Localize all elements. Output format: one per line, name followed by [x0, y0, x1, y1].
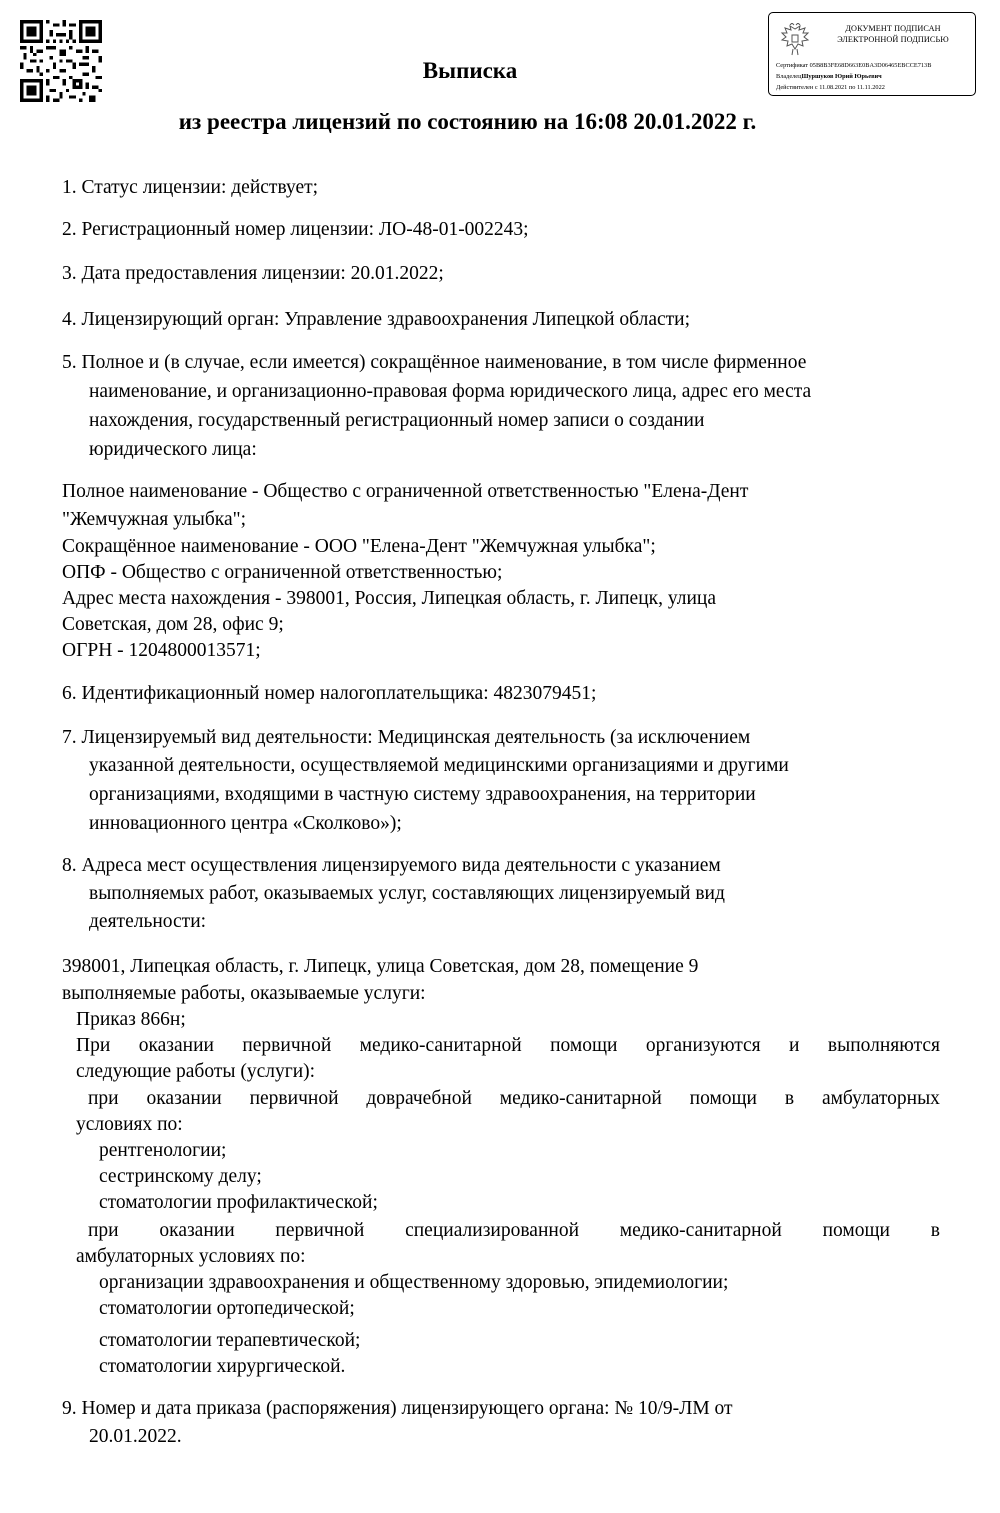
word: При: [76, 1035, 111, 1056]
prevrach-care-cont: условиях по:: [76, 1114, 183, 1135]
org-line: Советская, дом 28, офис 9;: [62, 614, 284, 635]
item-inn: 6. Идентификационный номер налогоплательщика: 4823079451;: [62, 683, 597, 704]
service-item: стоматологии хирургической.: [99, 1356, 346, 1377]
word: доврачебной: [366, 1088, 472, 1109]
word: выполняются: [827, 1035, 940, 1056]
coat-of-arms-icon: [779, 23, 811, 59]
word: организуются: [645, 1035, 761, 1056]
word: оказании: [159, 1220, 235, 1241]
special-care-cont: амбулаторных условиях по:: [76, 1246, 306, 1267]
org-line: Полное наименование - Общество с ограниченной ответственностью "Елена-Дент: [62, 481, 749, 502]
document-subtitle: из реестра лицензий по состоянию на 16:08 20.01.2022 г.: [178, 109, 757, 134]
item-licensing-authority: 4. Лицензирующий орган: Управление здравоохранения Липецкой области;: [62, 309, 691, 330]
stamp-certificate-label: Сертификат: [776, 62, 809, 69]
word: в: [784, 1088, 795, 1109]
org-line: "Жемчужная улыбка";: [62, 509, 247, 530]
word: специализированной: [405, 1220, 580, 1241]
stamp-header-line1: ДОКУМЕНТ ПОДПИСАН: [845, 24, 941, 33]
org-line: Сокращённое наименование - ООО "Елена-Дент "Жемчужная улыбка";: [62, 536, 656, 557]
service-item: стоматологии терапевтической;: [99, 1330, 361, 1351]
item-registration-number: 2. Регистрационный номер лицензии: ЛО-48-01-002243;: [62, 219, 529, 240]
stamp-header: [815, 23, 971, 45]
service-item: стоматологии профилактической;: [99, 1192, 378, 1213]
order-ref: Приказ 866н;: [76, 1009, 186, 1030]
stamp-owner-value: Шуршуков Юрий Юрьевич: [801, 73, 882, 80]
word: первичной: [242, 1035, 332, 1056]
word: медико-санитарной: [619, 1220, 782, 1241]
stamp-owner-label: Владелец: [776, 73, 802, 80]
service-item: стоматологии ортопедической;: [99, 1298, 355, 1319]
item8-line: выполняемых работ, оказываемых услуг, составляющих лицензируемый вид: [89, 883, 725, 904]
item5-line: 5. Полное и (в случае, если имеется) сокращённое наименование, в том числе фирменное: [62, 352, 807, 373]
service-item: сестринскому делу;: [99, 1166, 262, 1187]
word: первичной: [275, 1220, 365, 1241]
primary-care-line: [76, 1033, 940, 1059]
service-item: организации здравоохранения и общественному здоровью, эпидемиологии;: [99, 1272, 729, 1293]
activity-address: 398001, Липецкая область, г. Липецк, улица Советская, дом 28, помещение 9: [62, 956, 699, 977]
primary-care-cont: следующие работы (услуги):: [76, 1061, 316, 1082]
item8-line: деятельности:: [89, 911, 207, 932]
item5-line: наименование, и организационно-правовая форма юридического лица, адрес его места: [89, 381, 812, 402]
item5-line: нахождения, государственный регистрационный номер записи о создании: [89, 410, 705, 431]
service-item: рентгенологии;: [99, 1140, 227, 1161]
word: помощи: [689, 1088, 757, 1109]
item7-line: организациями, входящими в частную систему здравоохранения, на территории: [89, 784, 756, 805]
word: медико-санитарной: [499, 1088, 662, 1109]
word: при: [88, 1088, 119, 1109]
item7-line: 7. Лицензируемый вид деятельности: Медицинская деятельность (за исключением: [62, 727, 751, 748]
prevrach-care-line: [88, 1086, 940, 1112]
word: оказании: [138, 1035, 214, 1056]
org-line: Адрес места нахождения - 398001, Россия, Липецкая область, г. Липецк, улица: [62, 588, 717, 609]
item9-line: 9. Номер и дата приказа (распоряжения) лицензирующего органа: № 10/9-ЛМ от: [62, 1398, 733, 1419]
item-license-status: 1. Статус лицензии: действует;: [62, 177, 319, 198]
word: в: [930, 1220, 940, 1241]
word: и: [789, 1035, 800, 1056]
word: амбулаторных: [821, 1088, 940, 1109]
works-label: выполняемые работы, оказываемые услуги:: [62, 983, 426, 1004]
item7-line: инновационного центра «Сколково»);: [89, 813, 402, 834]
item-grant-date: 3. Дата предоставления лицензии: 20.01.2022;: [62, 263, 444, 284]
document-title: Выписка: [422, 58, 518, 83]
org-line: ОПФ - Общество с ограниченной ответственностью;: [62, 562, 503, 583]
special-care-line: [88, 1218, 940, 1244]
word: медико-санитарной: [359, 1035, 522, 1056]
stamp-validity: Действителен с 11.08.2021 по 11.11.2022: [776, 84, 885, 91]
word: помощи: [550, 1035, 618, 1056]
word: первичной: [249, 1088, 339, 1109]
item8-line: 8. Адреса мест осуществления лицензируемого вида деятельности с указанием: [62, 855, 721, 876]
word: оказании: [146, 1088, 222, 1109]
word: при: [88, 1220, 119, 1241]
item7-line: указанной деятельности, осуществляемой медицинскими организациями и другими: [89, 755, 789, 776]
word: помощи: [822, 1220, 890, 1241]
item5-line: юридического лица:: [89, 439, 257, 460]
org-line: ОГРН - 1204800013571;: [62, 640, 261, 661]
item9-line: 20.01.2022.: [89, 1426, 182, 1447]
stamp-header-line2: ЭЛЕКТРОННОЙ ПОДПИСЬЮ: [837, 35, 949, 44]
stamp-certificate-value: 05B8B3FE68D663E0BA3D06465EBCCE713B: [809, 62, 932, 69]
